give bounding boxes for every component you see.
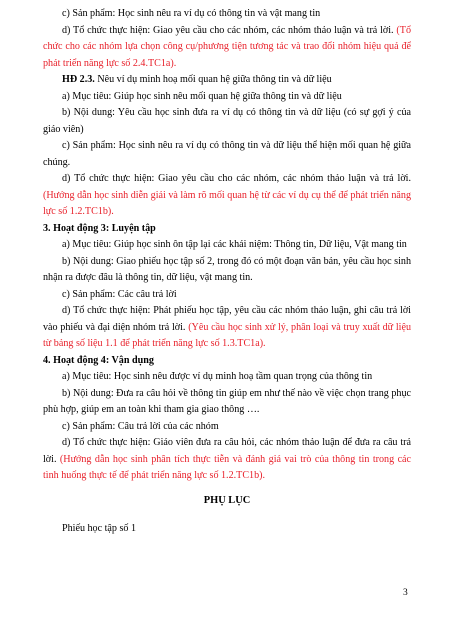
body-text: b) Nội dung: Đưa ra câu hỏi về thông tin giúp em như thế nào về việc chọn trang phục phù hợp, giúp em an toàn khi tham gia giao thông …. <box>43 387 411 415</box>
red-annotation-text: (Tổ chức cho các nhóm lựa chọn công cụ/phương tiện tương tác và trao đổi nhóm hiệu quả để phát triển năng lực số 2.4.TC1a). <box>43 24 411 69</box>
paragraph <box>43 419 411 436</box>
body-text: d) Tổ chức thực hiện: Phát phiếu học tập, yêu cầu các nhóm thảo luận, ghi câu trả lời vào phiếu và đại diện nhóm trả lời. <box>43 305 411 333</box>
paragraph <box>43 23 411 73</box>
body-text: c) Sản phẩm: Các câu trả lời <box>62 288 177 300</box>
paragraph <box>43 303 411 353</box>
paragraph <box>43 254 411 287</box>
paragraph <box>43 89 411 106</box>
red-annotation-text: (Hướng dẫn học sinh phân tích thực tiễn và đánh giá vai trò của thông tin trong các tình huống thực tế để phát triển năng lực số 1.2.TC1b). <box>43 453 412 481</box>
body-text: a) Mục tiêu: Giúp học sinh nêu mối quan hệ giữa thông tin và dữ liệu <box>62 90 342 102</box>
paragraph <box>43 105 411 138</box>
body-text: Nêu ví dụ minh hoạ mối quan hệ giữa thông tin và dữ liệu <box>97 74 332 85</box>
section-heading <box>43 221 411 238</box>
paragraph <box>43 237 411 254</box>
body-text: b) Nội dung: Yêu cầu học sinh đưa ra ví dụ có thông tin và dữ liệu (có sự gợi ý của giáo viên) <box>43 107 411 135</box>
worksheet-label: Phiếu học tập số 1 <box>62 523 137 534</box>
body-text: d) Tổ chức thực hiện: Giao yêu cầu cho các nhóm, các nhóm thảo luận và trả lời. <box>62 173 411 184</box>
body-text: d) Tổ chức thực hiện: Giao yêu cầu cho các nhóm, các nhóm thảo luận và trả lời. <box>62 24 397 36</box>
document-body <box>43 6 411 538</box>
page-number: 3 <box>403 588 408 598</box>
body-text: c) Sản phẩm: Học sinh nêu ra ví dụ có thông tin và vật mang tin <box>62 8 321 19</box>
body-text: d) Tổ chức thực hiện: Giáo viên đưa ra câu hỏi, các nhóm thảo luận để đưa ra câu trả lời. <box>43 437 411 465</box>
section-heading <box>43 353 411 370</box>
body-text: c) Sản phẩm: Học sinh nêu ra ví dụ có thông tin và dữ liệu thể hiện mối quan hệ giữa chúng. <box>43 140 411 168</box>
bold-text: 3. Hoạt động 3: Luyện tập <box>43 222 156 234</box>
paragraph <box>43 369 411 386</box>
paragraph <box>43 6 411 23</box>
appendix-title: PHỤ LỤC <box>203 494 251 506</box>
body-text: b) Nội dung: Giao phiếu học tập số 2, trong đó có một đoạn văn bản, yêu cầu học sinh nhận ra được đâu là thông tin, dữ liệu, vật mang tin. <box>43 255 411 283</box>
paragraph <box>43 435 411 485</box>
bold-text: 4. Hoạt động 4: Vận dụng <box>43 354 154 366</box>
red-annotation-text: (Hướng dẫn học sinh diễn giải và làm rõ mối quan hệ từ các ví dụ cụ thể để phát triển năng lực số 1.2.TC1b). <box>43 189 411 217</box>
body-text: a) Mục tiêu: Giúp học sinh ôn tập lại các khái niệm: Thông tin, Dữ liệu, Vật mang tin <box>62 239 407 250</box>
body-text: a) Mục tiêu: Học sinh nêu được ví dụ minh hoạ tầm quan trọng của thông tin <box>62 371 373 382</box>
paragraph <box>43 138 411 171</box>
paragraph <box>43 72 411 89</box>
paragraph <box>43 171 411 221</box>
red-annotation-text: (Yêu cầu học sinh xử lý, phân loại và truy xuất dữ liệu từ bảng số liệu 1.1 để phát triển năng lực số 1.3.TC1a). <box>43 321 411 349</box>
paragraph <box>43 287 411 304</box>
body-text: c) Sản phẩm: Câu trả lời của các nhóm <box>62 420 219 432</box>
bold-text: HĐ 2.3. <box>62 74 98 85</box>
paragraph <box>43 386 411 419</box>
